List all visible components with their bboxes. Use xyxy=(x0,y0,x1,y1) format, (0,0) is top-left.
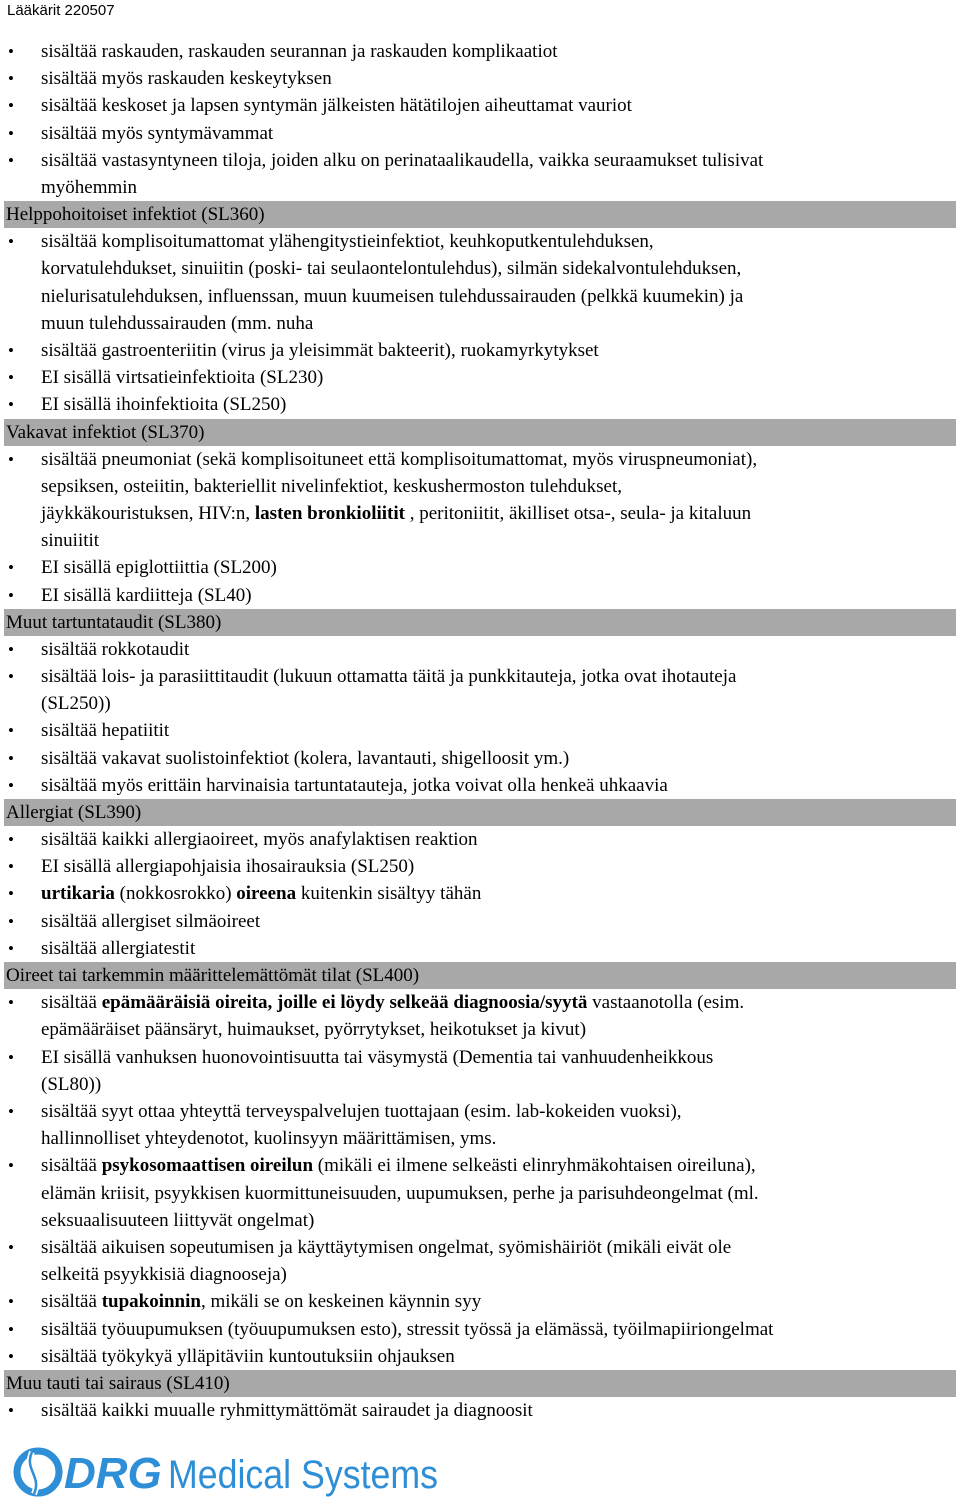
bullet-line xyxy=(41,1125,954,1152)
bullet-item xyxy=(0,446,960,555)
bullet-line xyxy=(41,1343,954,1370)
bullet-line xyxy=(41,772,954,799)
text-segment: sisältää työkykyä ylläpitäviin kuntoutuksiin ohjauksen xyxy=(41,1345,455,1367)
bold-text-segment: urtikaria xyxy=(41,883,115,905)
bullet-item xyxy=(0,717,960,744)
bullet-item xyxy=(0,38,960,65)
text-segment: sisältää allergiset silmäoireet xyxy=(41,910,261,932)
text-segment: seksuaalisuuteen liittyvät ongelmat) xyxy=(41,1209,315,1231)
bullet-item xyxy=(0,745,960,772)
bullet-item xyxy=(0,391,960,418)
text-segment: sisältää keskoset ja lapsen syntymän jälkeisten hätätilojen aiheuttamat vauriot xyxy=(41,95,632,117)
bullet-line xyxy=(41,92,954,119)
text-segment: selkeitä psyykkisiä diagnooseja) xyxy=(41,1264,287,1286)
bullet-line xyxy=(41,65,954,92)
text-segment: sisältää vakavat suolistoinfektiot (kolera, lavantauti, shigelloosit ym.) xyxy=(41,747,570,769)
text-segment: EI sisällä epiglottiittia (SL200) xyxy=(41,557,277,579)
text-segment: epämääräiset päänsäryt, huimaukset, pyörrytykset, heikotukset ja kivut) xyxy=(41,1019,587,1041)
bullet-line xyxy=(41,147,954,174)
bullet-line xyxy=(41,880,954,907)
text-segment: (SL80)) xyxy=(41,1073,102,1095)
bullet-item xyxy=(0,147,960,201)
text-segment: sisältää myös syntymävammat xyxy=(41,122,274,144)
bullet-line xyxy=(41,473,954,500)
bullet-line xyxy=(41,38,954,65)
section-header: Muu tauti tai sairaus (SL410) xyxy=(4,1370,956,1397)
text-segment: hallinnolliset yhteydenotot, kuolinsyyn määrittämisen, yms. xyxy=(41,1128,497,1150)
bullet-line xyxy=(41,1152,954,1179)
bold-text-segment: lasten bronkioliitit xyxy=(254,503,405,525)
text-segment: EI sisällä allergiapohjaisia ihosairauksia (SL250) xyxy=(41,856,415,878)
text-segment: EI sisällä ihoinfektioita (SL250) xyxy=(41,394,287,416)
bullet-line xyxy=(41,120,954,147)
bullet-line xyxy=(41,255,954,282)
text-segment: sisältää allergiatestit xyxy=(41,937,196,959)
text-segment: , mikäli se on keskeinen käynnin syy xyxy=(200,1291,482,1313)
logo-brand-text: DRG xyxy=(64,1449,162,1498)
bold-text-segment: tupakoinnin xyxy=(101,1291,201,1313)
section-header: Oireet tai tarkemmin määrittelemättömät tilat (SL400) xyxy=(4,962,956,989)
text-segment: EI sisällä kardiitteja (SL40) xyxy=(41,584,252,606)
text-segment: sisältää myös erittäin harvinaisia tartuntatauteja, jotka voivat olla henkeä uhkaavia xyxy=(41,774,668,796)
bullet-item xyxy=(0,1316,960,1343)
text-segment: sisältää aikuisen sopeutumisen ja käyttäytymisen ongelmat, syömishäiriöt (mikäli eivät ole xyxy=(41,1236,732,1258)
text-segment: sisältää komplisoitumattomat ylähengitystieinfektiot, keuhkoputkentulehduksen, xyxy=(41,231,654,253)
text-segment: muun tulehdussairauden (mm. nuha xyxy=(41,312,314,334)
text-segment: nielurisatulehduksen, influenssan, muun kuumeisen tulehdussairauden (pelkkä kuumekin) ja xyxy=(41,285,744,307)
bullet-item xyxy=(0,935,960,962)
bullet-item xyxy=(0,1397,960,1424)
bullet-line xyxy=(41,1098,954,1125)
bullet-item xyxy=(0,1044,960,1098)
bullet-item xyxy=(0,772,960,799)
bullet-line xyxy=(41,1316,954,1343)
bullet-line xyxy=(41,1207,954,1234)
text-segment: sisältää lois- ja parasiittitaudit (lukuun ottamatta täitä ja punkkitauteja, jotka ovat ihotauteja xyxy=(41,666,737,688)
bullet-item xyxy=(0,826,960,853)
bullet-item xyxy=(0,853,960,880)
bullet-item xyxy=(0,1152,960,1234)
text-segment: korvatulehdukset, sinuiitin (poski- tai seulaontelontulehdus), silmän sidekalvontulehduksen, xyxy=(41,258,742,280)
bullet-item xyxy=(0,554,960,581)
bullet-line xyxy=(41,663,954,690)
bullet-item xyxy=(0,337,960,364)
bullet-line xyxy=(41,853,954,880)
bullet-line xyxy=(41,1044,954,1071)
bullet-line xyxy=(41,908,954,935)
text-segment: sisältää xyxy=(41,1155,102,1177)
text-segment: myöhemmin xyxy=(41,177,138,199)
bullet-item xyxy=(0,663,960,717)
bullet-line xyxy=(41,717,954,744)
page-header: Lääkärit 220507 xyxy=(7,2,115,19)
text-segment: sisältää vastasyntyneen tiloja, joiden alku on perinataalikaudella, vaikka seuraamukset tulisivat xyxy=(41,149,764,171)
logo-mark-icon xyxy=(17,1451,59,1494)
text-segment: sisältää rokkotaudit xyxy=(41,638,190,660)
bullet-item xyxy=(0,1234,960,1288)
section-header: Muut tartuntataudit (SL380) xyxy=(4,609,956,636)
bullet-item xyxy=(0,364,960,391)
bullet-item xyxy=(0,582,960,609)
bullet-item xyxy=(0,880,960,907)
bullet-line xyxy=(41,989,954,1016)
bullet-line xyxy=(41,636,954,663)
text-segment: vastaanotolla (esim. xyxy=(587,992,745,1014)
bullet-line xyxy=(41,745,954,772)
text-segment: sisältää raskauden, raskauden seurannan ja raskauden komplikaatiot xyxy=(41,41,558,62)
text-segment: (SL250)) xyxy=(41,693,111,715)
text-segment: EI sisällä vanhuksen huonovointisuutta tai väsymystä (Dementia tai vanhuudenheikkous xyxy=(41,1046,714,1068)
text-segment: sisältää työuupumuksen (työuupumuksen esto), stressit työssä ja elämässä, työilmapiiriongelmat xyxy=(41,1318,774,1340)
bullet-item xyxy=(0,1343,960,1370)
text-segment: sisältää gastroenteriitin (virus ja yleisimmät bakteerit), ruokamyrkytykset xyxy=(41,340,599,362)
bullet-line xyxy=(41,1397,954,1424)
text-segment: kuitenkin sisältyy tähän xyxy=(296,883,482,905)
bullet-line xyxy=(41,582,954,609)
bullet-item xyxy=(0,92,960,119)
text-segment: sisältää myös raskauden keskeytyksen xyxy=(41,68,332,90)
text-segment: sisältää syyt ottaa yhteyttä terveyspalvelujen tuottajaan (esim. lab-kokeiden vuoksi), xyxy=(41,1100,682,1122)
text-segment: sinuiitit xyxy=(41,530,100,552)
text-segment: sepsiksen, osteiitin, bakteriellit nivelinfektiot, keskushermoston tulehdukset, xyxy=(41,475,622,497)
drg-medical-systems-logo xyxy=(12,1442,452,1500)
bullet-line xyxy=(41,1180,954,1207)
bullet-item xyxy=(0,1288,960,1315)
bullet-line xyxy=(41,690,954,717)
bullet-line xyxy=(41,228,954,255)
bullet-line xyxy=(41,1071,954,1098)
text-segment: sisältää kaikki muualle ryhmittymättömät sairaudet ja diagnoosit xyxy=(41,1399,533,1421)
logo-name-text: Medical Systems xyxy=(168,1453,438,1497)
bullet-line xyxy=(41,283,954,310)
text-segment: , peritoniitit, äkilliset otsa-, seula- ja kitaluun xyxy=(404,503,752,525)
bullet-line xyxy=(41,337,954,364)
text-segment: sisältää xyxy=(41,992,102,1014)
section-header: Vakavat infektiot (SL370) xyxy=(4,419,956,446)
bullet-line xyxy=(41,826,954,853)
bullet-item xyxy=(0,989,960,1043)
bullet-item xyxy=(0,908,960,935)
bullet-line xyxy=(41,391,954,418)
text-segment: (nokkosrokko) xyxy=(114,883,237,905)
text-segment: sisältää pneumoniat (sekä komplisoituneet että komplisoitumattomat, myös viruspneumoniat), xyxy=(41,448,758,470)
bullet-item xyxy=(0,120,960,147)
bullet-line xyxy=(41,446,954,473)
bullet-line xyxy=(41,174,954,201)
text-segment: elämän kriisit, psyykkisen kuormittuneisuuden, uupumuksen, perhe ja parisuhdeongelmat (ml. xyxy=(41,1182,759,1204)
bullet-item xyxy=(0,65,960,92)
bold-text-segment: psykosomaattisen oireilun xyxy=(101,1155,314,1177)
bullet-line xyxy=(41,554,954,581)
bullet-line xyxy=(41,1288,954,1315)
bullet-line xyxy=(41,364,954,391)
bullet-line xyxy=(41,310,954,337)
text-segment: (mikäli ei ilmene selkeästi elinryhmäkohtaisen oireiluna), xyxy=(313,1155,756,1177)
bullet-item xyxy=(0,636,960,663)
bold-text-segment: oireena xyxy=(236,883,297,905)
bullet-line xyxy=(41,1234,954,1261)
bullet-line xyxy=(41,1261,954,1288)
section-header: Allergiat (SL390) xyxy=(4,799,956,826)
bullet-item xyxy=(0,1098,960,1152)
bullet-line xyxy=(41,935,954,962)
section-header: Helppohoitoiset infektiot (SL360) xyxy=(4,201,956,228)
bullet-item xyxy=(0,228,960,337)
bold-text-segment: epämääräisiä oireita, joille ei löydy selkeää diagnoosia/syytä xyxy=(101,992,588,1014)
text-segment: sisältää hepatiitit xyxy=(41,720,170,742)
document-body xyxy=(0,38,960,1424)
text-segment: EI sisällä virtsatieinfektioita (SL230) xyxy=(41,367,324,389)
bullet-line xyxy=(41,527,954,554)
text-segment: jäykkäkouristuksen, HIV:n, xyxy=(41,503,255,525)
bullet-line xyxy=(41,500,954,527)
text-segment: sisältää kaikki allergiaoireet, myös anafylaktisen reaktion xyxy=(41,829,478,851)
text-segment: sisältää xyxy=(41,1291,102,1313)
bullet-line xyxy=(41,1016,954,1043)
